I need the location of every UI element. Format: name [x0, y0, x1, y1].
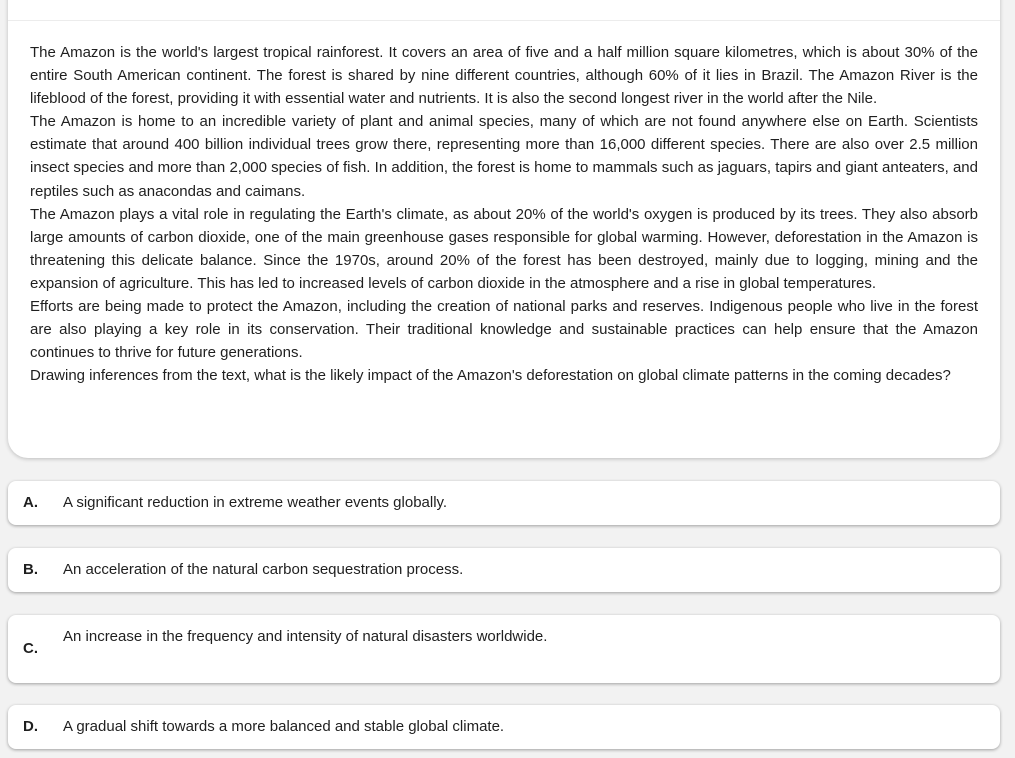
passage-card: [8, 0, 1000, 458]
answer-option-b[interactable]: [8, 548, 1000, 592]
passage-paragraph-3: The Amazon plays a vital role in regulating the Earth's climate, as about 20% of the world's oxygen is produced by its trees. They also absorb large amounts of carbon dioxide, one of the main greenhouse gases responsible for global warming. However, deforestation in the Amazon is threatening this delicate balance. Since the 1970s, around 20% of the forest has been destroyed, mainly due to logging, mining and the expansion of agriculture. This has led to increased levels of carbon dioxide in the atmosphere and a rise in global temperatures.: [30, 205, 978, 292]
answer-option-d[interactable]: [8, 705, 1000, 749]
option-text: A gradual shift towards a more balanced and stable global climate.: [63, 718, 505, 735]
option-letter: C.: [23, 640, 38, 657]
passage-paragraph-1: The Amazon is the world's largest tropical rainforest. It covers an area of five and a half million square kilometres, which is about 30% of the entire South American continent. The forest is shared by nine different countries, although 60% of it lies in Brazil. The Amazon River is the lifeblood of the forest, providing it with essential water and nutrients. It is also the second longest river in the world after the Nile.: [30, 44, 978, 108]
option-text: An increase in the frequency and intensity of natural disasters worldwide.: [63, 628, 548, 645]
option-text: A significant reduction in extreme weather events globally.: [63, 494, 448, 511]
answer-option-c[interactable]: [8, 615, 1000, 683]
card-header-divider: [8, 20, 1000, 21]
passage-paragraph-2: The Amazon is home to an incredible variety of plant and animal species, many of which are not found anywhere else on Earth. Scientists estimate that around 400 billion individual trees grow there, representing more than 16,000 different species. There are also over 2.5 million insect species and more than 2,000 species of fish. In addition, the forest is home to mammals such as jaguars, tapirs and giant anteaters, and reptiles such as anacondas and caimans.: [30, 113, 978, 200]
option-letter: D.: [23, 718, 38, 735]
answer-option-a[interactable]: [8, 481, 1000, 525]
option-letter: B.: [23, 561, 38, 578]
option-text: An acceleration of the natural carbon sequestration process.: [63, 561, 464, 578]
option-letter: A.: [23, 494, 38, 511]
passage-paragraph-4: Efforts are being made to protect the Amazon, including the creation of national parks and reserves. Indigenous people who live in the forest are also playing a key role in its conservation. Their traditional knowledge and sustainable practices can help ensure that the Amazon continues to thrive for future generations.: [30, 298, 978, 362]
reading-passage: [30, 41, 978, 387]
question-text: Drawing inferences from the text, what is the likely impact of the Amazon's deforestation on global climate patterns in the coming decades?: [30, 367, 951, 385]
